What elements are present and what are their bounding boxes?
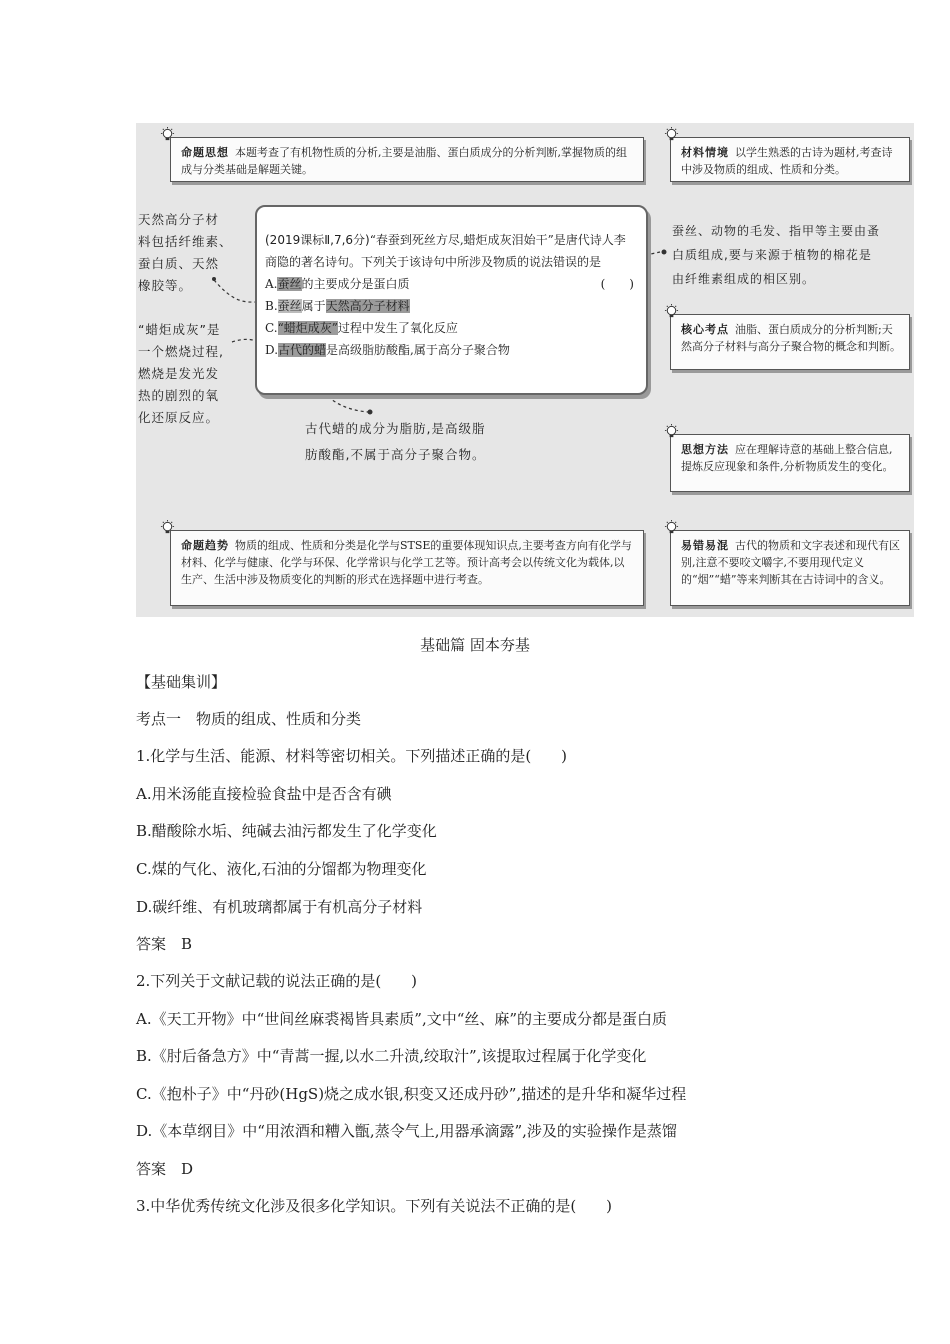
question-card — [255, 205, 648, 395]
q1-option-d: D.碳纤维、有机玻璃都属于有机高分子材料 — [136, 898, 423, 916]
q2-option-d: D.《本草纲目》中“用浓酒和糟入甑,蒸令气上,用器承滴露”,涉及的实验操作是蒸馏 — [136, 1122, 677, 1140]
option-a — [265, 273, 634, 295]
option-label: B. — [265, 299, 278, 313]
q1-stem: 1.化学与生活、能源、材料等密切相关。下列描述正确的是( ) — [136, 747, 568, 765]
lightbulb-icon — [664, 424, 679, 439]
question-source: (2019课标Ⅱ,7,6分) — [265, 233, 370, 247]
handnote-left-top — [138, 209, 248, 297]
lightbulb-icon — [160, 520, 175, 535]
option-b — [265, 295, 634, 317]
note-text: 古代的物质和文字表述和现代有区别,注意不要咬文嚼字,不要用现代定义的“烟”“蜡”等来判断其在古诗词中的含义。 — [681, 539, 900, 586]
lightbulb-icon — [664, 127, 679, 142]
note-text: 应在理解诗意的基础上整合信息,提炼反应现象和条件,分析物质发生的变化。 — [681, 443, 894, 473]
note-tag: 易错易混 — [681, 539, 729, 552]
note-tag: 材料情境 — [681, 146, 729, 159]
highlight: “蜡炬成灰” — [277, 321, 338, 335]
hand-line: 一个燃烧过程, — [138, 344, 224, 359]
note-text: 物质的组成、性质和分类是化学与STSE的重要体现知识点,主要考查方向有化学与材料、化学与健康、化学与环保、化学常识与化学工艺等。预计高考会以传统文化为载体,以生产、生活中涉及物质变化的判断的形式在选择题中进行考查。 — [181, 539, 632, 586]
note-text: 本题考查了有机物性质的分析,主要是油脂、蛋白质成分的分析判断,掌握物质的组成与分类基础是解题关键。 — [181, 146, 627, 176]
kaodian-heading: 考点一 物质的组成、性质和分类 — [136, 710, 362, 728]
q1-option-c: C.煤的气化、液化,石油的分馏都为物理变化 — [136, 860, 427, 878]
hand-line: 料包括纤维素、 — [138, 234, 233, 249]
q1-answer: 答案 B — [136, 935, 193, 953]
highlight: 天然高分子材料 — [325, 299, 410, 313]
lightbulb-icon — [664, 520, 679, 535]
note-hexin-kaodian — [670, 314, 910, 370]
q2-option-b: B.《肘后备急方》中“青蒿一握,以水二升渍,绞取汁”,该提取过程属于化学变化 — [136, 1047, 647, 1065]
option-d — [265, 339, 634, 361]
hand-line: 化还原反应。 — [138, 410, 220, 425]
q2-option-a: A.《天工开物》中“世间丝麻裘褐皆具素质”,文中“丝、麻”的主要成分都是蛋白质 — [136, 1010, 668, 1028]
option-c — [265, 317, 634, 339]
option-label: D. — [265, 343, 279, 357]
note-mingti-sixiang — [170, 137, 644, 182]
hand-line: 由纤维素组成的相区别。 — [672, 272, 816, 286]
note-tag: 核心考点 — [681, 323, 729, 336]
note-text: 以学生熟悉的古诗为题材,考查诗中涉及物质的组成、性质和分类。 — [681, 146, 893, 176]
note-sixiang-fangfa — [670, 434, 910, 492]
q3-stem: 3.中华优秀传统文化涉及很多化学知识。下列有关说法不正确的是( ) — [136, 1197, 613, 1215]
note-tag: 命题思想 — [181, 146, 229, 159]
q2-answer: 答案 D — [136, 1160, 194, 1178]
option-text: 是高级脂肪酸酯,属于高分子聚合物 — [326, 343, 510, 357]
note-tag: 思想方法 — [681, 443, 729, 456]
handnote-right-top — [672, 219, 912, 291]
note-tag: 命题趋势 — [181, 539, 229, 552]
lightbulb-icon — [664, 304, 679, 319]
highlight: 古代的蜡 — [278, 343, 327, 357]
q1-option-a: A.用米汤能直接检验食盐中是否含有碘 — [136, 785, 392, 803]
hand-line: 肪酸酯,不属于高分子聚合物。 — [305, 447, 486, 462]
option-text: 属于 — [301, 299, 326, 313]
hand-line: 天然高分子材 — [138, 212, 220, 227]
hand-line: 橡胶等。 — [138, 278, 193, 293]
option-text: 的主要成分是蛋白质 — [301, 277, 410, 291]
hand-line: 热的剧烈的氧 — [138, 388, 220, 403]
note-cailiao-qingjing — [670, 137, 910, 182]
hand-line: “蜡炬成灰”是 — [138, 322, 221, 337]
hand-line: 古代蜡的成分为脂肪,是高级脂 — [305, 421, 486, 436]
q2-option-c: C.《抱朴子》中“丹砂(HgS)烧之成水银,积变又还成丹砂”,描述的是升华和凝华过程 — [136, 1085, 687, 1103]
question-stem: “春蚕到死丝方尽,蜡炬成灰泪始干”是唐代诗人李商隐的著名诗句。下列关于该诗句中所涉及物质的说法错误的是 — [265, 233, 626, 269]
hand-line: 燃烧是发光发 — [138, 366, 220, 381]
q2-stem: 2.下列关于文献记载的说法正确的是( ) — [136, 972, 418, 990]
note-text: 油脂、蛋白质成分的分析判断;天然高分子材料与高分子聚合物的概念和判断。 — [681, 323, 901, 353]
subsection-heading: 【基础集训】 — [136, 673, 227, 691]
highlight: 蚕丝 — [277, 299, 302, 313]
handnote-left-mid — [138, 319, 250, 429]
lightbulb-icon — [160, 127, 175, 142]
answer-blank: ( ) — [600, 277, 634, 291]
option-label: A. — [265, 277, 278, 291]
note-yicuo-yihun — [670, 530, 910, 606]
option-text: 过程中发生了氧化反应 — [337, 321, 458, 335]
hand-line: 蚕白质、天然 — [138, 256, 220, 271]
highlight: 蚕丝 — [277, 277, 302, 291]
hand-line: 蚕丝、动物的毛发、指甲等主要由蚤 — [672, 224, 881, 238]
handnote-bottom — [305, 416, 545, 468]
q1-option-b: B.醋酸除水垢、纯碱去油污都发生了化学变化 — [136, 822, 437, 840]
hand-line: 白质组成,要与来源于植物的棉花是 — [672, 248, 872, 262]
note-mingti-qushi — [170, 530, 644, 606]
option-label: C. — [265, 321, 278, 335]
section-title: 基础篇 固本夯基 — [420, 636, 530, 654]
